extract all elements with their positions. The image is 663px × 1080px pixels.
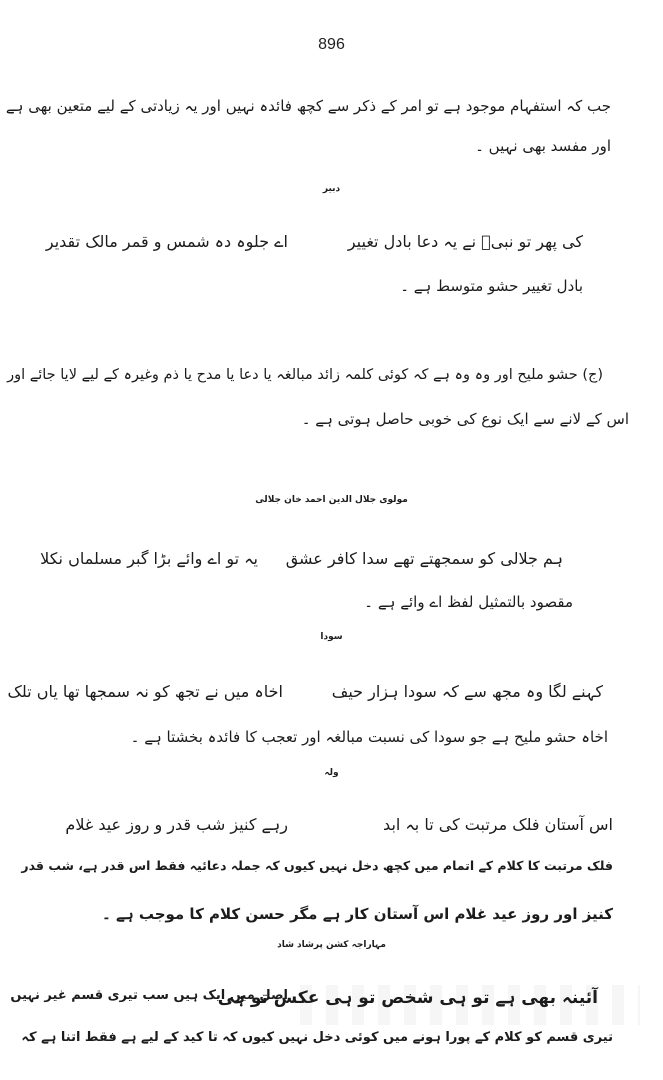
heading-sauda: سودا — [320, 632, 343, 642]
verse-second-half: رہے کنیز شب قدر و روز عید غلام — [65, 815, 288, 834]
paragraph-line: (ج) حشو ملیح اور وہ وہ ہے کہ کوئی کلمہ زائد مبالغہ یا دعا یا مدح یا ذم وغیرہ کے لیے لایا جائے اور — [7, 367, 603, 383]
verse-second-half: اے جلوہ دہ شمس و قمر مالک تقدیر — [45, 232, 288, 251]
verse-first-half: ہم جلالی کو سمجھتے تھے سدا کافر عشق — [285, 549, 563, 568]
paragraph-line: کنیز اور روز عید غلام اس آستان کار ہے مگر حسن کلام کا موجب ہے ۔ — [102, 905, 613, 923]
verse-second-half: اخاہ میں نے تجھ کو نہ سمجھا تھا یاں تلک — [7, 682, 283, 701]
paragraph-line: تیری قسم کو کلام کے پورا ہونے میں کوئی دخل نہیں کیوں کہ تا کید کے لیے ہے فقط اتنا ہے کہ — [21, 1030, 613, 1045]
verse-first-half: آئینہ بھی ہے تو ہی شخص تو ہی عکس تو ہی — [217, 988, 598, 1008]
paragraph-line: جب کہ استفہام موجود ہے تو امر کے ذکر سے کچھ فائدہ نہیں اور یہ زیادتی کے لیے متعین بھی ہے — [5, 97, 611, 115]
heading-jalali: مولوی جلال الدین احمد خان جلالی — [255, 495, 408, 505]
verse-note: بادل تغییر حشو متوسط ہے ۔ — [400, 277, 583, 295]
paragraph-line: اس کے لانے سے ایک نوع کی خوبی حاصل ہوتی ہے ۔ — [301, 410, 629, 428]
verse-note: مقصود بالتمثیل لفظ اے وائے ہے ۔ — [364, 593, 573, 611]
heading-walahu: ولہ — [324, 768, 339, 778]
verse-first-half: کی پھر تو نبیؐ نے یہ دعا بادل تغییر — [347, 232, 583, 251]
verse-first-half: اس آستان فلک مرتبت کی تا بہ ابد — [383, 815, 613, 834]
heading-dabir: دبیر — [322, 184, 341, 194]
verse-second-half: اصل میں ایک ہیں سب تیری قسم غیر نہیں — [10, 988, 288, 1003]
paragraph-line: اور مفسد بھی نہیں ۔ — [475, 137, 611, 155]
page-number: 896 — [318, 36, 345, 53]
verse-first-half: کہنے لگا وہ مجھ سے کہ سودا ہزار حیف — [331, 682, 603, 701]
heading-maharaja: مہاراجہ کشن پرشاد شاد — [277, 940, 386, 950]
verse-note: اخاہ حشو ملیح ہے جو سودا کی نسبت مبالغہ اور تعجب کا فائدہ بخشتا ہے ۔ — [130, 728, 608, 746]
verse-second-half: یہ تو اے وائے بڑا گبر مسلماں نکلا — [40, 549, 258, 568]
paragraph-line: فلک مرتبت کا کلام کے اتمام میں کچھ دخل نہیں کیوں کہ جملہ دعائیہ فقط اس قدر ہے، شب قدر — [21, 858, 613, 873]
